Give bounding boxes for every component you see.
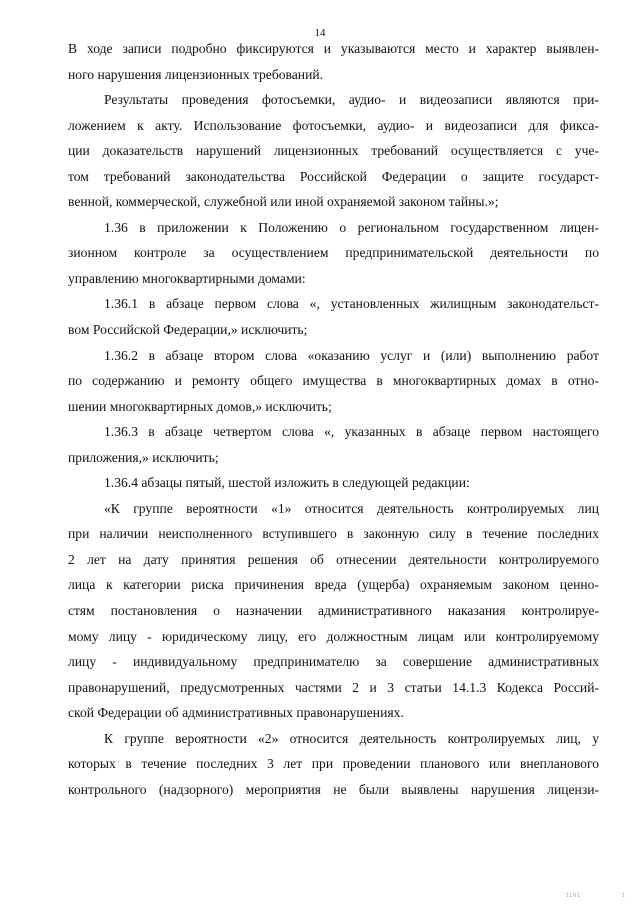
text-line: шении многоквартирных домов,» исключить; bbox=[68, 398, 332, 414]
text-line: 1.36.4 абзацы пятый, шестой изложить в следующей редакции: bbox=[104, 475, 470, 491]
paragraph bbox=[68, 726, 599, 803]
paragraph bbox=[68, 496, 599, 726]
paragraph bbox=[68, 343, 599, 420]
text-line: ской Федерации об административных правонарушениях. bbox=[68, 705, 404, 721]
text-line: том требований законодательства Российской Федерации о защите государст- bbox=[68, 168, 599, 184]
text-line: К группе вероятности «2» относится деятельность контролируемых лиц, у bbox=[104, 730, 599, 746]
body-text bbox=[68, 36, 599, 802]
text-line: ции доказательств нарушений лицензионных требований осуществляется с уче- bbox=[68, 143, 599, 159]
paragraph bbox=[68, 470, 599, 496]
text-line: 1.36.2 в абзаце втором слова «оказанию услуг и (или) выполнению работ bbox=[104, 347, 599, 363]
text-line: лица к категории риска причинения вреда (ущерба) охраняемым законом ценно- bbox=[68, 577, 599, 593]
text-line: лицу - индивидуальному предпринимателю за совершение административных bbox=[68, 654, 599, 670]
text-line: управлению многоквартирными домами: bbox=[68, 270, 306, 286]
text-line: «К группе вероятности «1» относится деятельность контролируемых лиц bbox=[104, 500, 599, 516]
paragraph bbox=[68, 291, 599, 342]
text-line: Результаты проведения фотосъемки, аудио- и видеозаписи являются при- bbox=[104, 92, 599, 108]
text-line: В ходе записи подробно фиксируются и указываются место и характер выявлен- bbox=[68, 41, 599, 56]
text-line: которых в течение последних 3 лет при проведении планового или внепланового bbox=[68, 756, 599, 772]
text-line: стям постановления о назначении административного наказания контролируе- bbox=[68, 603, 599, 619]
text-line: мому лицу - юридическому лицу, его должностным лицам или контролируемому bbox=[68, 628, 599, 644]
text-line: при наличии неисполненного вступившего в законную силу в течение последних bbox=[68, 526, 599, 542]
text-line: 1.36.3 в абзаце четвертом слова «, указанных в абзаце первом настоящего bbox=[104, 424, 599, 440]
paragraph bbox=[68, 419, 599, 470]
text-line: зионном контроле за осуществлением предпринимательской деятельности по bbox=[68, 245, 599, 261]
text-line: правонарушений, предусмотренных частями 2 и 3 статьи 14.1.3 Кодекса Россий- bbox=[68, 679, 599, 695]
text-line: приложения,» исключить; bbox=[68, 449, 219, 465]
text-line: 2 лет на дату принятия решения об отнесении деятельности контролируемого bbox=[68, 551, 599, 567]
paragraph bbox=[68, 36, 599, 87]
text-line: 1.36.1 в абзаце первом слова «, установленных жилищным законодательст- bbox=[104, 296, 599, 312]
paragraph bbox=[68, 87, 599, 215]
text-line: по содержанию и ремонту общего имущества в многоквартирных домах в отно- bbox=[68, 373, 599, 389]
text-line: 1.36 в приложении к Положению о региональном государственном лицен- bbox=[104, 219, 599, 235]
text-line: вом Российской Федерации,» исключить; bbox=[68, 322, 308, 338]
footer-mark: 1 bbox=[622, 893, 626, 899]
text-line: контрольного (надзорного) мероприятия не были выявлены нарушения лицензи- bbox=[68, 781, 599, 797]
page-number: 14 bbox=[314, 27, 326, 39]
footer-mark: 1181 bbox=[566, 893, 581, 899]
paragraph bbox=[68, 215, 599, 292]
text-line: ложением к акту. Использование фотосъемки, аудио- и видеозаписи для фикса- bbox=[68, 117, 599, 133]
text-line: ного нарушения лицензионных требований. bbox=[68, 66, 324, 82]
text-line: венной, коммерческой, служебной или иной охраняемой законом тайны.»; bbox=[68, 194, 499, 210]
